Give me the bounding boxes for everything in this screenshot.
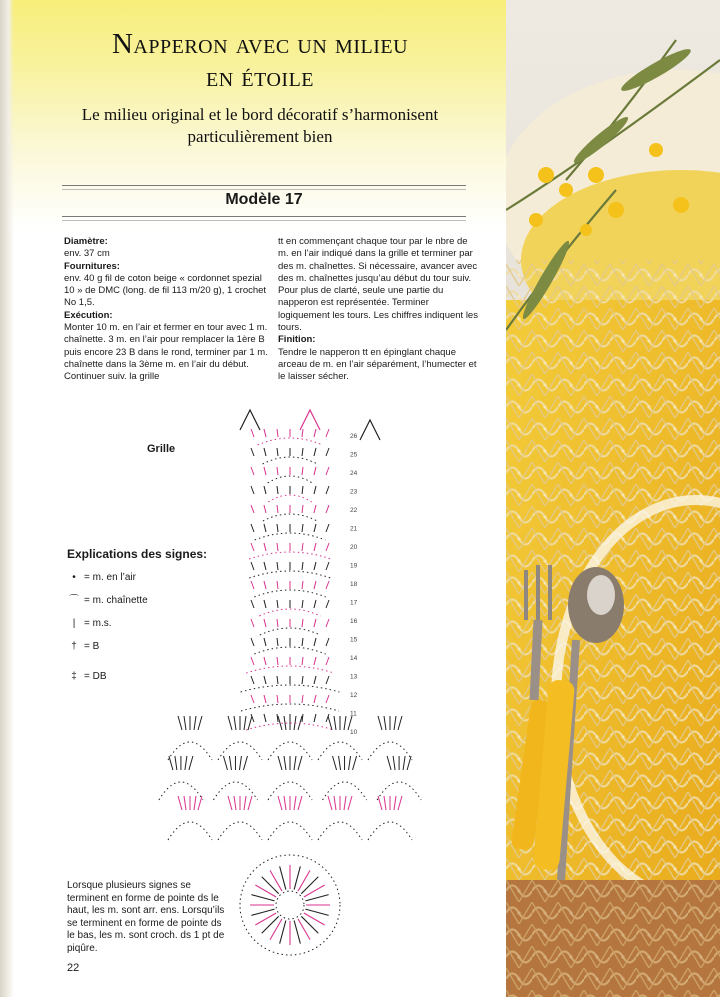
stitch-mark [294,920,300,943]
stitch-mark [178,796,182,810]
stitch-mark [175,756,177,770]
legend-item-single-crochet [66,617,112,631]
stitch-mark [314,714,316,722]
finition-text: Tendre le napperon tt en épinglant chaque arceau de m. en l’air séparément, l’humecter et le laisser sécher. [278,346,477,383]
chain-arc [268,822,312,840]
stitch-mark [264,543,266,551]
legend-item-slip-stitch [66,594,148,608]
subtitle-line-2: particulièrement bien [187,127,333,146]
chain-arc [218,822,262,840]
round-number: 22 [350,507,358,514]
chain-arc [255,533,326,540]
stitch-mark [326,486,329,494]
round-number: 15 [350,636,358,644]
round-number: 11 [350,710,357,718]
stitch-mark [326,524,329,532]
stitch-mark [251,638,254,646]
stitch-mark [305,909,328,915]
stitch-mark [302,524,303,532]
divider-top [62,185,466,186]
stitch-mark [326,581,329,589]
page-binding-shadow [0,0,14,997]
point-mark [240,410,260,430]
stitch-mark [314,638,316,646]
stitch-mark [277,600,278,608]
stitch-mark [251,695,254,703]
fournitures-label: Fournitures: [64,260,120,272]
stitch-mark [277,505,278,513]
stitch-mark [264,448,266,456]
stitch-mark [314,467,316,475]
stitch-mark [394,796,396,810]
stitch-mark [277,562,278,570]
stitch-mark [326,619,329,627]
stitch-mark [262,877,279,894]
divider-bottom-secondary [62,220,466,221]
divider-bottom [62,216,466,217]
stitch-mark [294,796,296,810]
stitch-mark [302,581,303,589]
center-ring [276,891,304,919]
chain-arc [268,495,312,502]
stitch-mark [348,796,352,810]
execution-label: Exécution: [64,309,113,321]
stitch-mark [277,448,278,456]
stitch-mark [264,486,266,494]
stitch-mark [294,866,300,889]
model-heading: Modèle 17 [225,191,303,208]
stitch-mark [251,581,254,589]
stitch-mark [264,638,266,646]
stitch-mark [251,562,254,570]
stitch-mark [277,676,278,684]
page-subtitle [30,104,490,148]
stitch-mark [248,796,252,810]
legend-text: = m.s. [84,618,112,629]
finition-label: Finition: [278,334,316,346]
chain-arc [318,822,362,840]
stitch-mark [251,657,254,665]
round-number: 24 [350,470,358,477]
stitch-mark [264,562,266,570]
execution-text: Monter 10 m. en l’air et fermer en tour avec 1 m. chaînette. 3 m. en l’air pour remplacer la 1ère B puis encore 23 B dans le rond, terminer par 1 m. chaînette dans la 3ème m. en l’air du début. Continuer suiv. la grille [64,322,268,383]
instructions-column-1 [64,236,274,384]
stitch-mark [184,716,186,730]
stitch-mark [344,796,346,810]
grille-label: Grille [147,443,176,455]
stitch-mark [234,796,236,810]
stitch-mark [334,716,336,730]
stitch-mark [384,716,386,730]
stitch-mark [384,796,386,810]
stitch-mark [251,467,254,475]
stitch-mark [378,716,382,730]
legend-text: = m. en l’air [84,572,136,583]
stitch-mark [314,486,316,494]
round-number: 16 [350,618,358,625]
stitch-mark [251,543,254,551]
stitch-mark [302,714,303,722]
stitch-mark [280,866,286,889]
round-number: 25 [350,451,358,459]
stitch-mark [251,505,254,513]
stitch-mark [314,619,316,627]
stitch-mark [264,505,266,513]
stitch-mark [326,676,329,684]
chain-arc [368,822,412,840]
stitch-mark [298,796,302,810]
stitch-mark [251,429,254,437]
stitch-mark [251,448,254,456]
legend-text: = m. chaînette [84,595,148,606]
stitch-mark [387,756,391,770]
chain-arc [246,666,334,673]
stitch-mark [302,695,303,703]
stitch-mark [326,562,329,570]
stitch-mark [378,796,382,810]
stitch-mark [326,543,329,551]
stitch-mark [277,486,278,494]
round-number: 12 [350,692,358,699]
stitch-mark [326,505,329,513]
stitch-mark [229,756,231,770]
stitch-mark [264,429,266,437]
page-title [20,28,500,94]
stitch-mark [251,524,254,532]
stitch-mark [277,467,278,475]
stitch-mark [302,562,303,570]
title-line-1: Napperon avec un milieu [111,28,409,60]
round-number: 14 [350,655,358,662]
double-dagger-icon: ‡ [71,671,77,682]
stitch-mark [223,756,227,770]
stitch-mark [314,562,316,570]
chain-arc [249,552,331,559]
stitch-mark [398,796,402,810]
stitch-mark [326,448,329,456]
execution-continued-text: tt en commençant chaque tour par le nbre de m. en l’air indiqué dans la grille et terminer par des m. chaînettes. Si nécessaire, avancer avec des m. chaînettes jusqu’au début du tour suiv. Pour plus de clarté, seule une partie du napperon est représentée. Terminer logiquement les tours. Les chiffres indiquent les tours. [278,236,478,334]
round-number: 10 [350,729,358,736]
stitch-mark [228,716,232,730]
fournitures-text: env. 40 g fil de coton beige « cordonnet spezial 10 » de DMC (long. de fil 113 m/20 g), 1 crochet No 1,5. [64,272,267,309]
point-mark [300,410,320,430]
chain-arc [323,782,367,800]
stitch-mark [228,796,232,810]
stitch-mark [304,913,325,925]
chain-arc [268,476,313,483]
stitch-mark [326,695,329,703]
stitch-mark [407,756,411,770]
chain-arc [318,742,362,760]
legend-item-double-crochet [66,640,99,654]
point-mark [360,420,380,440]
stitch-mark [270,870,282,891]
stitch-mark [302,619,303,627]
instructions-column-2 [278,236,478,384]
stitch-mark [189,756,193,770]
stitch-mark [348,716,352,730]
stitch-mark [255,913,276,925]
stitch-mark [326,600,329,608]
bar-icon: | [72,618,76,629]
title-line-2: en étoile [205,61,315,93]
stitch-mark [326,638,329,646]
stitch-mark [314,448,316,456]
stitch-mark [301,877,318,894]
footnote: Lorsque plusieurs signes se terminent en forme de pointe ds le haut, les m. sont arr. ens. Lorsqu’ils se terminent en forme de pointe ds le bas, les m. sont croch. ds 1 pt de piqûre. [67,880,225,954]
round-number: 26 [350,433,358,440]
round-number: 23 [350,488,358,496]
chain-arc [254,647,325,654]
stitch-mark [234,716,236,730]
chain-arc [263,457,318,464]
stitch-mark [302,486,303,494]
chain-arc [168,822,212,840]
stitch-mark [326,429,329,437]
stitch-mark [302,467,303,475]
stitch-mark [394,716,396,730]
stitch-mark [278,796,282,810]
stitch-mark [314,543,316,551]
stitch-mark [277,619,278,627]
stitch-mark [314,505,316,513]
stitch-mark [277,657,278,665]
stitch-mark [304,885,325,897]
stitch-mark [277,524,278,532]
stitch-mark [302,543,303,551]
dot-icon: • [72,572,76,583]
chain-arc [218,742,262,760]
page-number: 22 [67,962,80,974]
stitch-mark [251,909,274,915]
chain-arc [260,628,320,635]
stitch-mark [302,429,303,437]
stitch-mark [284,756,286,770]
stitch-mark [255,885,276,897]
chain-arc [241,704,339,711]
stitch-mark [277,429,278,437]
crochet-chart-diagram [150,400,480,960]
stitch-mark [185,756,187,770]
stitch-mark [243,756,247,770]
subtitle-line-1: Le milieu original et le bord décoratif s’harmonisent [81,105,439,124]
legend-title: Explications des signes: [67,547,208,561]
stitch-mark [264,467,266,475]
stitch-mark [314,581,316,589]
stitch-mark [314,600,316,608]
stitch-mark [298,919,310,940]
stitch-mark [251,676,254,684]
stitch-mark [251,600,254,608]
legend-item-treble-crochet [66,670,107,684]
chain-arc [241,685,340,692]
stitch-mark [264,524,266,532]
chain-arc [213,782,257,800]
stitch-mark [301,916,318,933]
stitch-mark [262,916,279,933]
diametre-value: env. 37 cm [64,248,110,260]
stitch-mark [277,543,278,551]
stitch-mark [178,716,182,730]
stitch-mark [298,756,302,770]
stitch-mark [305,895,328,901]
stitch-mark [314,695,316,703]
stitch-mark [403,756,405,770]
stitch-mark [284,796,286,810]
stitch-mark [302,448,303,456]
stitch-mark [277,714,278,722]
stitch-mark [314,524,316,532]
stitch-mark [278,756,282,770]
stitch-mark [264,600,266,608]
stitch-mark [264,657,266,665]
chain-arc [249,571,330,578]
stitch-mark [333,756,337,770]
stitch-mark [334,796,336,810]
stitch-mark [298,870,310,891]
chain-arc [263,514,317,521]
round-number: 21 [350,525,358,533]
chain-arc [258,438,323,445]
stitch-mark [314,676,316,684]
stitch-mark [270,919,282,940]
stitch-mark [328,716,332,730]
stitch-mark [277,581,278,589]
legend-text: = B [84,641,100,652]
chain-arc [254,590,325,597]
stitch-mark [328,796,332,810]
stitch-mark [239,756,241,770]
stitch-mark [198,716,202,730]
round-number: 18 [350,581,358,588]
round-number: 13 [350,673,358,681]
stitch-mark [302,676,303,684]
stitch-mark [353,756,357,770]
round-number: 17 [350,599,358,607]
round-number: 19 [350,562,358,570]
divider-top-secondary [62,189,466,190]
stitch-mark [314,429,316,437]
stitch-mark [251,895,274,901]
stitch-mark [251,486,254,494]
stitch-mark [264,619,266,627]
stitch-mark [194,796,196,810]
stitch-mark [302,657,303,665]
legend-item-chain [66,571,136,585]
chain-arc [259,609,320,616]
stitch-mark [198,796,202,810]
stitch-mark [264,581,266,589]
stitch-mark [244,796,246,810]
stitch-mark [302,505,303,513]
stitch-mark [244,716,246,730]
stitch-mark [339,756,341,770]
stitch-mark [184,796,186,810]
stitch-mark [277,638,278,646]
stitch-mark [194,716,196,730]
stitch-mark [280,920,286,943]
stitch-mark [284,716,286,730]
legend-text: = DB [84,671,107,682]
stitch-mark [326,467,329,475]
stitch-mark [393,756,395,770]
stitch-mark [277,695,278,703]
stitch-mark [302,638,303,646]
stitch-mark [344,716,346,730]
doily-photo [506,0,720,997]
stitch-mark [169,756,173,770]
stitch-mark [326,657,329,665]
stitch-mark [398,716,402,730]
stitch-mark [314,657,316,665]
stitch-mark [302,600,303,608]
stitch-mark [294,756,296,770]
stitch-mark [349,756,351,770]
stitch-mark [264,714,266,722]
dagger-icon: † [71,641,77,652]
stitch-mark [264,676,266,684]
stitch-mark [251,619,254,627]
arc-icon: ⌒ [69,595,79,606]
diametre-label: Diamètre: [64,236,108,247]
stitch-mark [264,695,266,703]
round-number: 20 [350,544,358,551]
